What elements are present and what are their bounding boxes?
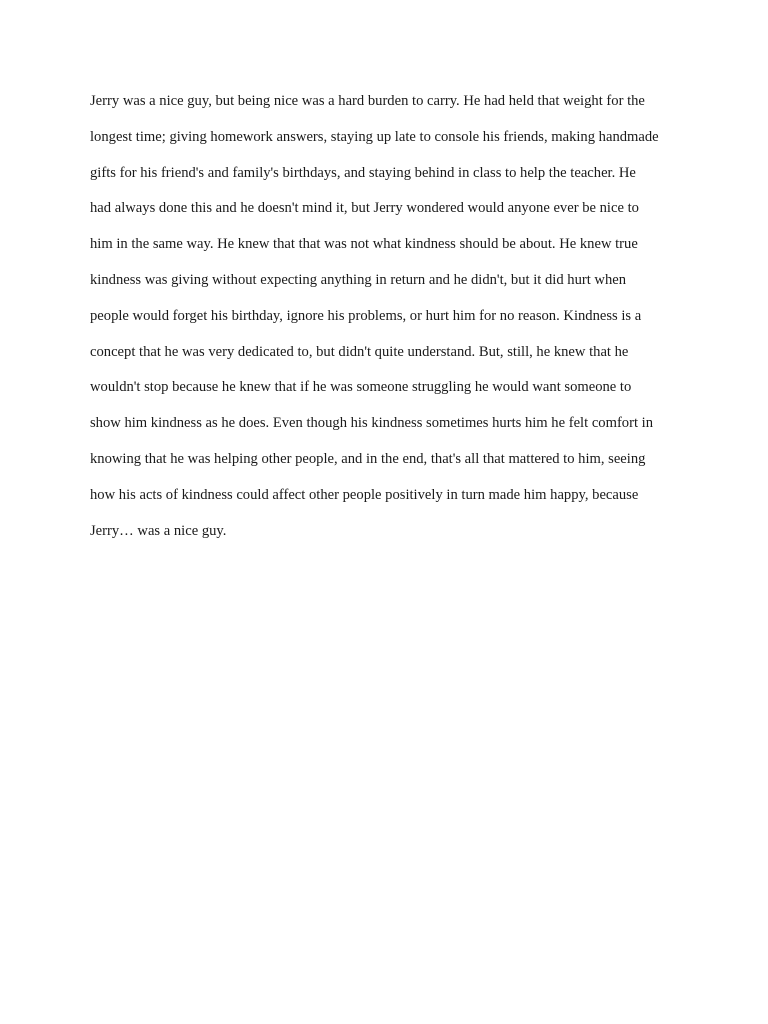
paragraph-line: wouldn't stop because he knew that if he was someone struggling he would want someone to [90,379,632,396]
paragraph-line: longest time; giving homework answers, staying up late to console his friends, making handmade [90,128,659,145]
paragraph-line: show him kindness as he does. Even though his kindness sometimes hurts him he felt comfort in [90,415,654,432]
paragraph-line: Jerry… was a nice guy. [90,522,227,539]
paragraph-line: people would forget his birthday, ignore his problems, or hurt him for no reason. Kindness is a [90,307,642,324]
paragraph-line: Jerry was a nice guy, but being nice was a hard burden to carry. He had held that weight for the [90,93,645,109]
paragraph-line: kindness was giving without expecting anything in return and he didn't, but it did hurt when [90,271,627,288]
paragraph-line: gifts for his friend's and family's birthdays, and staying behind in class to help the teacher. He [90,164,636,181]
body-paragraph [90,84,690,549]
paragraph-line: him in the same way. He knew that that was not what kindness should be about. He knew true [90,236,638,253]
paragraph-line: had always done this and he doesn't mind it, but Jerry wondered would anyone ever be nice to [90,200,639,217]
paragraph-line: knowing that he was helping other people, and in the end, that's all that mattered to him, seeing [90,450,646,467]
paragraph-line: how his acts of kindness could affect other people positively in turn made him happy, because [90,486,639,503]
paragraph-line: concept that he was very dedicated to, but didn't quite understand. But, still, he knew that he [90,343,629,360]
